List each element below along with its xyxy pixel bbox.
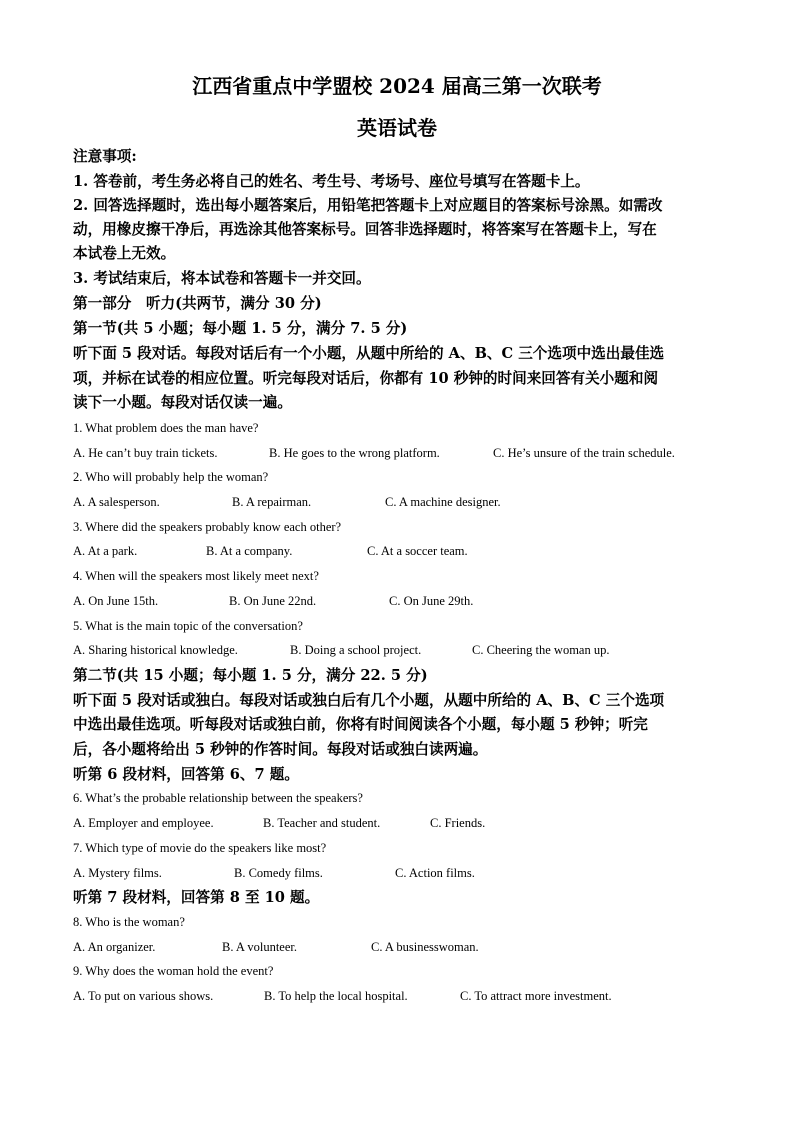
section2-heading: 第二节(共 15 小题；每小题 1. 5 分，满分 22. 5 分)	[73, 667, 428, 684]
material-heading: 听第 6 段材料，回答第 6、7 题。	[73, 766, 299, 783]
section1-heading: 第一节(共 5 小题；每小题 1. 5 分，满分 7. 5 分)	[73, 320, 408, 337]
option-b: B. A volunteer.	[222, 940, 297, 954]
option-b: B. He goes to the wrong platform.	[269, 446, 440, 460]
option-a: A. Mystery films.	[73, 866, 162, 880]
note-line: 3. 考试结束后，将本试卷和答题卡一并交回。	[73, 270, 371, 287]
option-c: C. Friends.	[430, 816, 486, 830]
option-a: A. An organizer.	[73, 940, 156, 954]
exam-title: 江西省重点中学盟校 2024 届高三第一次联考	[192, 74, 602, 98]
note-line: 1. 答卷前，考生务必将自己的姓名、考生号、考场号、座位号填写在答题卡上。	[73, 173, 590, 190]
option-b: B. Comedy films.	[234, 866, 323, 880]
question-text: 9. Why does the woman hold the event?	[73, 964, 274, 978]
part1-heading: 第一部分 听力(共两节，满分 30 分)	[73, 295, 322, 312]
note-line: 本试卷上无效。	[73, 245, 176, 262]
option-a: A. On June 15th.	[73, 594, 159, 608]
option-c: C. A machine designer.	[385, 495, 501, 509]
exam-subtitle: 英语试卷	[357, 116, 437, 140]
section2-instruction: 中选出最佳选项。听每段对话或独白前，你将有时间阅读各个小题，每小题 5 秒钟；听完	[73, 716, 648, 733]
option-c: C. At a soccer team.	[367, 544, 468, 558]
section2-instruction: 后，各小题将给出 5 秒钟的作答时间。每段对话或独白读两遍。	[73, 741, 488, 758]
option-b: B. A repairman.	[232, 495, 312, 509]
option-c: C. Cheering the woman up.	[472, 643, 610, 657]
question-text: 5. What is the main topic of the conversation?	[73, 619, 303, 633]
question-text: 2. Who will probably help the woman?	[73, 470, 269, 484]
option-a: A. A salesperson.	[73, 495, 160, 509]
section2-instruction: 听下面 5 段对话或独白。每段对话或独白后有几个小题，从题中所给的 A、B、C 三个选项	[73, 692, 665, 709]
option-c: C. He’s unsure of the train schedule.	[493, 446, 675, 460]
option-a: A. He can’t buy train tickets.	[73, 446, 218, 460]
option-a: A. Sharing historical knowledge.	[73, 643, 238, 657]
material-heading: 听第 7 段材料，回答第 8 至 10 题。	[73, 889, 320, 906]
option-b: B. At a company.	[206, 544, 293, 558]
option-a: A. At a park.	[73, 544, 138, 558]
option-c: C. To attract more investment.	[460, 989, 612, 1003]
note-line: 动，用橡皮擦干净后，再选涂其他答案标号。回答非选择题时，将答案写在答题卡上，写在	[73, 221, 657, 238]
question-text: 3. Where did the speakers probably know each other?	[73, 520, 342, 534]
question-text: 7. Which type of movie do the speakers like most?	[73, 841, 327, 855]
section1-instruction: 读下一小题。每段对话仅读一遍。	[73, 394, 292, 411]
note-line: 2. 回答选择题时，选出每小题答案后，用铅笔把答题卡上对应题目的答案标号涂黑。如需改	[73, 197, 663, 214]
option-b: B. To help the local hospital.	[264, 989, 408, 1003]
option-a: A. Employer and employee.	[73, 816, 214, 830]
option-a: A. To put on various shows.	[73, 989, 214, 1003]
option-b: B. Doing a school project.	[290, 643, 422, 657]
section1-instruction: 项，并标在试卷的相应位置。听完每段对话后，你都有 10 秒钟的时间来回答有关小题和阅	[73, 370, 659, 387]
question-text: 8. Who is the woman?	[73, 915, 185, 929]
option-b: B. On June 22nd.	[229, 594, 317, 608]
option-c: C. On June 29th.	[389, 594, 474, 608]
option-b: B. Teacher and student.	[263, 816, 381, 830]
option-c: C. A businesswoman.	[371, 940, 479, 954]
notes-heading: 注意事项:	[73, 148, 137, 165]
question-text: 1. What problem does the man have?	[73, 421, 259, 435]
question-text: 6. What’s the probable relationship between the speakers?	[73, 791, 363, 805]
option-c: C. Action films.	[395, 866, 475, 880]
section1-instruction: 听下面 5 段对话。每段对话后有一个小题，从题中所给的 A、B、C 三个选项中选出最佳选	[73, 345, 665, 362]
question-text: 4. When will the speakers most likely meet next?	[73, 569, 319, 583]
